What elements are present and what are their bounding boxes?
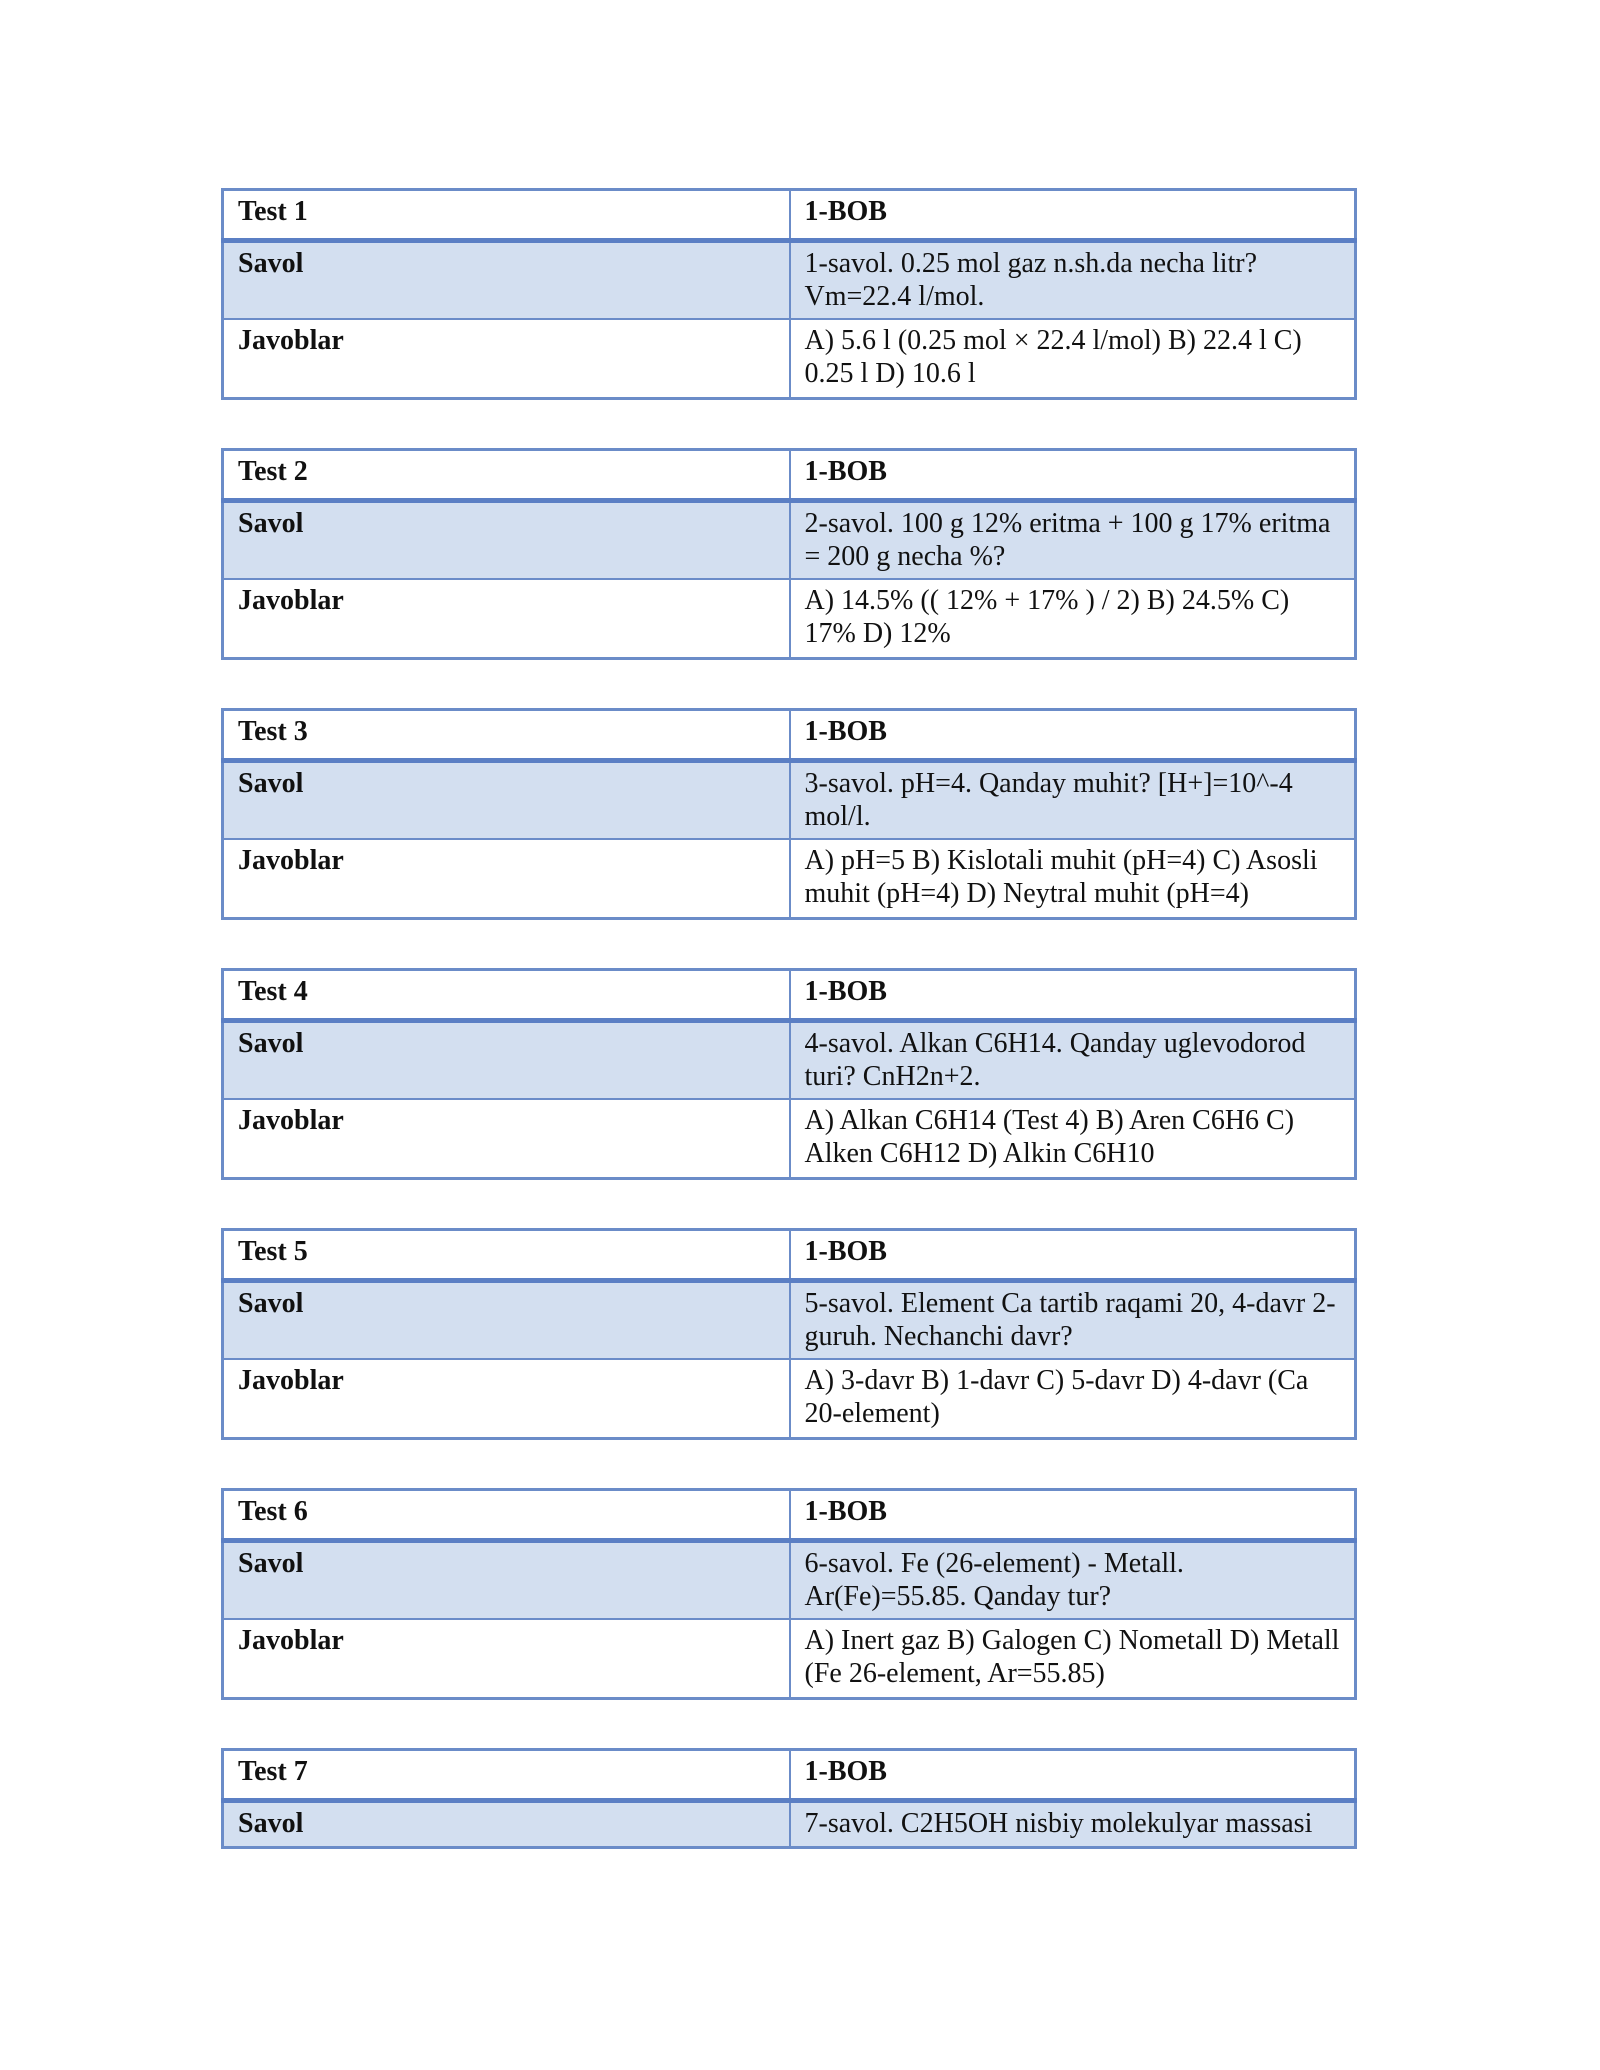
question-label: Savol bbox=[223, 1281, 790, 1360]
question-row bbox=[223, 1281, 1356, 1360]
test-header-row bbox=[223, 970, 1356, 1021]
test-table-6 bbox=[221, 1488, 1357, 1700]
test-table-7 bbox=[221, 1748, 1357, 1849]
test-title: Test 5 bbox=[223, 1230, 790, 1281]
test-chapter: 1-BOB bbox=[790, 190, 1356, 241]
answers-label: Javoblar bbox=[223, 319, 790, 399]
test-table-4 bbox=[221, 968, 1357, 1180]
test-title: Test 1 bbox=[223, 190, 790, 241]
answers-text: A) Alkan C6H14 (Test 4) B) Aren C6H6 C) Alken C6H12 D) Alkin C6H10 bbox=[790, 1099, 1356, 1179]
question-text: 6-savol. Fe (26-element) - Metall. Ar(Fe)=55.85. Qanday tur? bbox=[790, 1541, 1356, 1620]
test-header-row bbox=[223, 1750, 1356, 1801]
answers-row bbox=[223, 579, 1356, 659]
test-title: Test 7 bbox=[223, 1750, 790, 1801]
question-label: Savol bbox=[223, 501, 790, 580]
answers-text: A) pH=5 B) Kislotali muhit (pH=4) C) Asosli muhit (pH=4) D) Neytral muhit (pH=4) bbox=[790, 839, 1356, 919]
test-header-row bbox=[223, 710, 1356, 761]
question-text: 1-savol. 0.25 mol gaz n.sh.da necha litr? Vm=22.4 l/mol. bbox=[790, 241, 1356, 320]
answers-text: A) Inert gaz B) Galogen C) Nometall D) Metall (Fe 26-element, Ar=55.85) bbox=[790, 1619, 1356, 1699]
question-text: 5-savol. Element Ca tartib raqami 20, 4-davr 2-guruh. Nechanchi davr? bbox=[790, 1281, 1356, 1360]
question-row bbox=[223, 761, 1356, 840]
question-text: 7-savol. C2H5OH nisbiy molekulyar massasi bbox=[790, 1801, 1356, 1848]
answers-label: Javoblar bbox=[223, 1359, 790, 1439]
test-table-3 bbox=[221, 708, 1357, 920]
answers-row bbox=[223, 1619, 1356, 1699]
answers-label: Javoblar bbox=[223, 579, 790, 659]
answers-row bbox=[223, 1359, 1356, 1439]
answers-label: Javoblar bbox=[223, 1619, 790, 1699]
answers-text: A) 3-davr B) 1-davr C) 5-davr D) 4-davr (Ca 20-element) bbox=[790, 1359, 1356, 1439]
test-table-1 bbox=[221, 188, 1357, 400]
test-header-row bbox=[223, 190, 1356, 241]
question-label: Savol bbox=[223, 1801, 790, 1848]
question-label: Savol bbox=[223, 241, 790, 320]
question-label: Savol bbox=[223, 1021, 790, 1100]
test-chapter: 1-BOB bbox=[790, 710, 1356, 761]
test-chapter: 1-BOB bbox=[790, 1490, 1356, 1541]
question-label: Savol bbox=[223, 761, 790, 840]
answers-row bbox=[223, 319, 1356, 399]
question-text: 4-savol. Alkan C6H14. Qanday uglevodorod turi? CnH2n+2. bbox=[790, 1021, 1356, 1100]
answers-label: Javoblar bbox=[223, 839, 790, 919]
question-label: Savol bbox=[223, 1541, 790, 1620]
test-table-2 bbox=[221, 448, 1357, 660]
test-title: Test 3 bbox=[223, 710, 790, 761]
test-header-row bbox=[223, 450, 1356, 501]
test-chapter: 1-BOB bbox=[790, 450, 1356, 501]
answers-text: A) 14.5% (( 12% + 17% ) / 2) B) 24.5% C) 17% D) 12% bbox=[790, 579, 1356, 659]
test-table-5 bbox=[221, 1228, 1357, 1440]
answers-text: A) 5.6 l (0.25 mol × 22.4 l/mol) B) 22.4 l C) 0.25 l D) 10.6 l bbox=[790, 319, 1356, 399]
question-row bbox=[223, 501, 1356, 580]
test-list bbox=[221, 188, 1354, 1897]
answers-row bbox=[223, 839, 1356, 919]
test-title: Test 4 bbox=[223, 970, 790, 1021]
test-title: Test 2 bbox=[223, 450, 790, 501]
answers-label: Javoblar bbox=[223, 1099, 790, 1179]
question-row bbox=[223, 1541, 1356, 1620]
test-chapter: 1-BOB bbox=[790, 1230, 1356, 1281]
test-chapter: 1-BOB bbox=[790, 970, 1356, 1021]
question-text: 2-savol. 100 g 12% eritma + 100 g 17% eritma = 200 g necha %? bbox=[790, 501, 1356, 580]
question-row bbox=[223, 241, 1356, 320]
test-title: Test 6 bbox=[223, 1490, 790, 1541]
test-header-row bbox=[223, 1230, 1356, 1281]
question-row bbox=[223, 1801, 1356, 1848]
answers-row bbox=[223, 1099, 1356, 1179]
question-text: 3-savol. pH=4. Qanday muhit? [H+]=10^-4 mol/l. bbox=[790, 761, 1356, 840]
test-header-row bbox=[223, 1490, 1356, 1541]
test-chapter: 1-BOB bbox=[790, 1750, 1356, 1801]
question-row bbox=[223, 1021, 1356, 1100]
